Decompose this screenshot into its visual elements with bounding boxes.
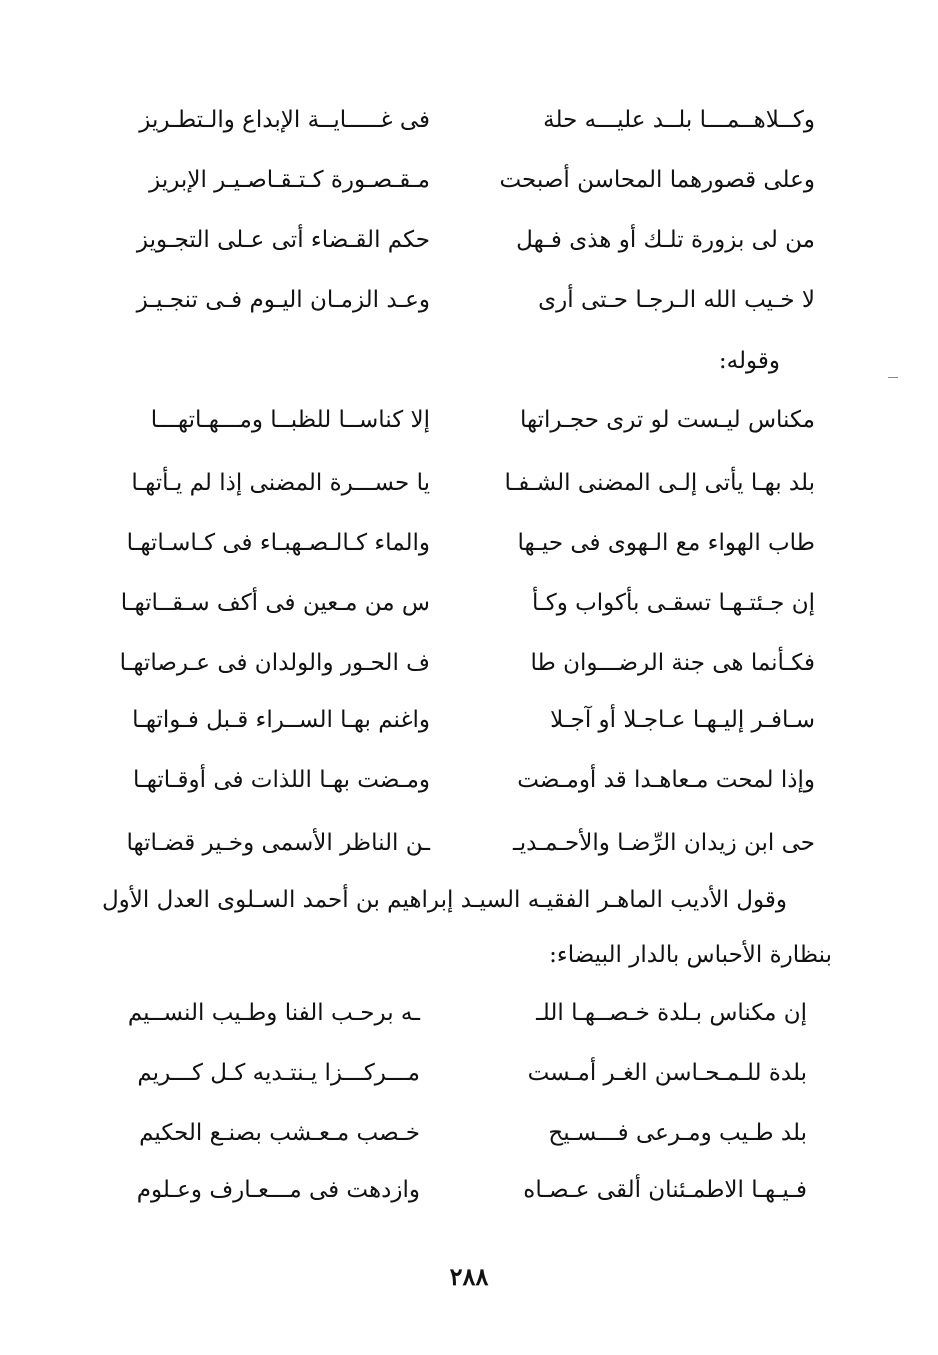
- prose-paragraph: [95, 873, 832, 983]
- verse-line: [95, 275, 835, 325]
- verse-first-hemistich: مكناس ليـست لو ترى حجـراتها: [520, 407, 815, 433]
- verse-line: [95, 988, 835, 1038]
- verse-line: [95, 1048, 835, 1098]
- verse-first-hemistich: حى ابن زيدان الرِّضـا والأحـمـديـ: [513, 830, 815, 856]
- verse-second-hemistich: واغنم بهـا الســراء قـبل فـواتهـا: [132, 707, 430, 733]
- verse-first-hemistich: إن مكناس بـلدة خـصــهـا اللـ: [536, 1000, 807, 1026]
- prose-line: وقول الأديب الماهـر الفقيـه السيـد إبراهيم بن أحمد السـلوى العدل الأول: [101, 887, 787, 913]
- verse-second-hemistich: ف الحـور والولدان فى عـرصاتهـا: [119, 650, 430, 676]
- verse-line: [95, 458, 835, 508]
- verse-second-hemistich: وازدهت فى مـــعـارف وعـلوم: [136, 1177, 420, 1203]
- verse-line: [95, 95, 835, 145]
- verse-first-hemistich: طاب الهواء مع الـهوى فى حيـها: [517, 530, 815, 556]
- verse-line: [95, 1165, 835, 1215]
- verse-first-hemistich: بلد طـيب ومـرعى فـــسـيح: [548, 1120, 807, 1146]
- verse-first-hemistich: بلدة للـمـحـاسن الغـر أمـست: [527, 1060, 807, 1086]
- verse-first-hemistich: فكـأنما هى جنة الرضـــوان طا: [530, 650, 815, 676]
- verse-line: [95, 1108, 835, 1158]
- verse-second-hemistich: مـــركـــزا يـنتـديه كـل كـــريم: [137, 1060, 420, 1086]
- verse-first-hemistich: وكــلاهــمـــا بلــد عليـــه حلة: [543, 107, 815, 133]
- verse-first-hemistich: سـافـر إليـهـا عـاجـلا أو آجـلا: [550, 707, 815, 733]
- page-number: ٢٨٨: [449, 1262, 489, 1291]
- verse-first-hemistich: من لى بزورة تلـك أو هذى فـهل: [516, 227, 815, 253]
- verse-second-hemistich: ـه برحـب الفنا وطـيب النســيم: [127, 1000, 420, 1026]
- verse-second-hemistich: مـقـصـورة كـتـقـاصـيـر الإبريز: [149, 167, 430, 193]
- verse-first-hemistich: فـيـهـا الاطمـئنان ألقى عـصـاه: [523, 1177, 807, 1203]
- verse-second-hemistich: يا حســـرة المضنى إذا لم يـأتهـا: [131, 470, 430, 496]
- verse-line: [95, 638, 835, 688]
- verse-first-hemistich: وإذا لمحت مـعاهـدا قد أومـضت: [517, 767, 815, 793]
- verse-line: [95, 818, 835, 868]
- verse-second-hemistich: ومـضت بهـا اللذات فى أوقـاتهـا: [133, 767, 430, 793]
- verse-second-hemistich: وعـد الزمـان اليـوم فـى تنجـيـز: [136, 287, 430, 313]
- prose-line: بنظارة الأحباس بالدار البيضاء:: [549, 942, 832, 968]
- verse-line: [95, 395, 835, 445]
- verse-first-hemistich: إن جـئتـهـا تسقـى بأكواب وكـأ: [532, 590, 815, 616]
- verse-line: [95, 518, 835, 568]
- verse-second-hemistich: س من مـعين فى أكف سـقــاتهـا: [120, 590, 430, 616]
- verse-line: [95, 695, 835, 745]
- verse-second-hemistich: فى غـــــايــة الإبداع والـتطـريز: [139, 107, 430, 133]
- verse-line: [95, 755, 835, 805]
- verse-line: [95, 155, 835, 205]
- margin-mark: [888, 377, 898, 378]
- verse-second-hemistich: ـن الناظر الأسمى وخـير قضـاتها: [126, 830, 430, 856]
- verse-line: [95, 215, 835, 265]
- verse-first-hemistich: بلد بهـا يأتى إلـى المضنى الشـفـا: [504, 470, 815, 496]
- verse-second-hemistich: إلا كناســا للظبــا ومـــهـاتهـــا: [150, 407, 430, 433]
- verse-first-hemistich: وعلى قصورهما المحاسن أصبحت: [499, 167, 815, 193]
- poem-intro: وقوله:: [718, 348, 780, 374]
- verse-second-hemistich: خـصب مـعـشب بصنـع الحكيم: [139, 1120, 420, 1146]
- verse-first-hemistich: لا خـيب الله الـرجـا حـتى أرى: [538, 287, 815, 313]
- verse-line: [95, 578, 835, 628]
- verse-second-hemistich: حكم القـضاء أتى عـلى التجـويز: [136, 227, 430, 253]
- verse-second-hemistich: والماء كـالـصـهبـاء فى كـاسـاتهـا: [126, 530, 430, 556]
